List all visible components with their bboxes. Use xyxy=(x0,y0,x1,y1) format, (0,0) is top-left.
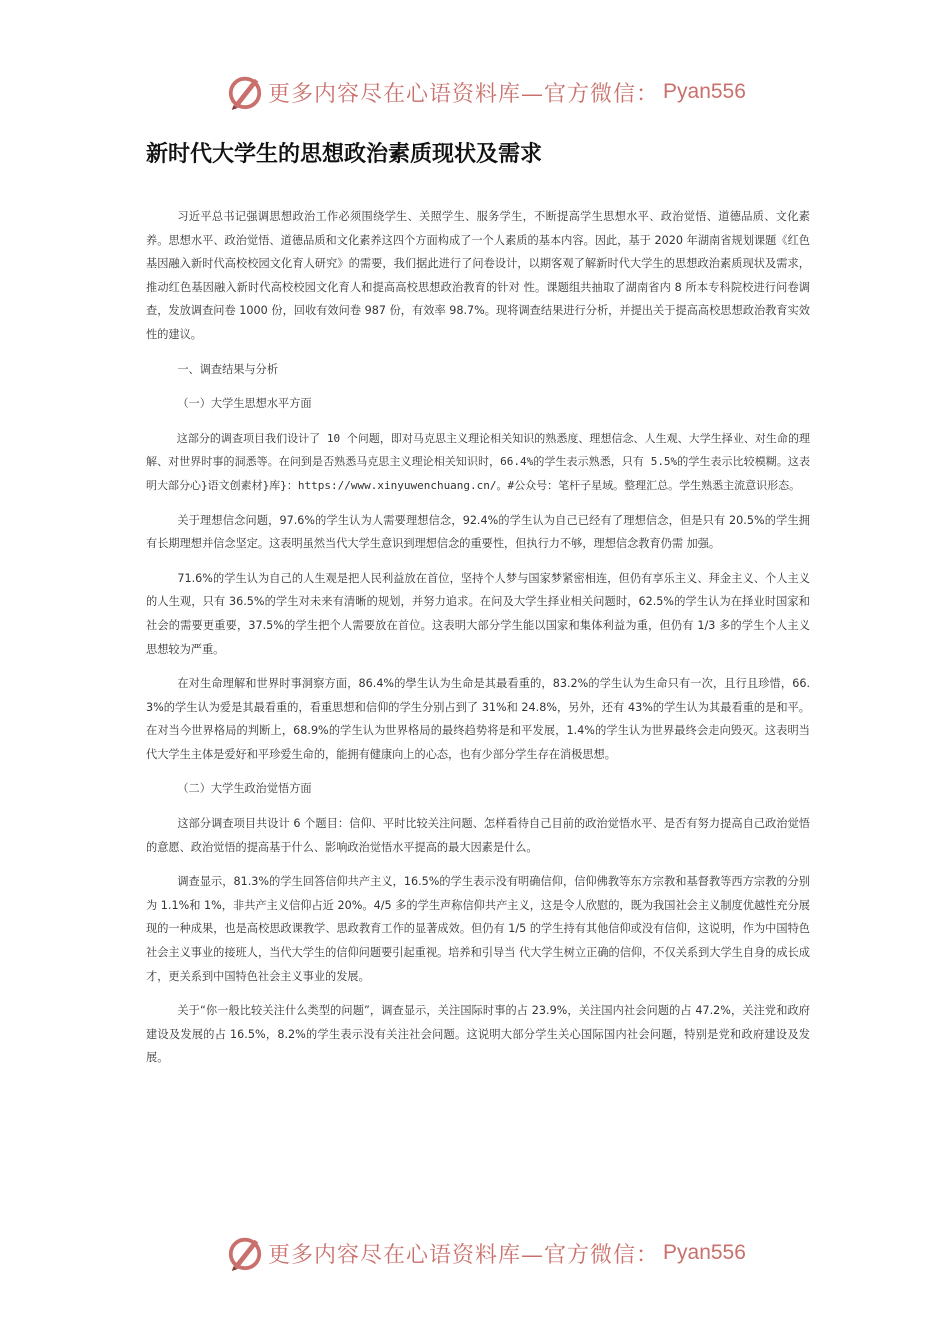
paragraph-politics-items: 这部分调查项目共设计 6 个题目：信仰、平时比较关注问题、怎样看待自己目前的政治觉悟水平、是否有努力提高自己政治觉悟的意愿、政治觉悟的提高基于什么、影响政治觉悟水平提高的最大因素是什么。 xyxy=(146,817,810,854)
section-heading-1: 一、调查结果与分析 xyxy=(177,362,279,376)
paragraph-concerns: 关于“你一般比较关注什么类型的问题”，调查显示，关注国际时事的占 23.9%，关注国内社会问题的占 47.2%，关注党和政府建设及发展的占 16.5%，8.2%的学生表示没有关注社会问题。这说明大部分学生关心国际国内社会问题，特别是党和政府建设及发展。 xyxy=(146,1004,810,1065)
document-body xyxy=(146,205,810,1081)
paragraph-life: 在对生命理解和世界时事洞察方面，86.4%的學生认为生命是其最看重的，83.2%的学生认为生命只有一次，且行且珍惜，66.3%的学生认为爱是其最看重的，看重思想和信仰的学生分别占到了 31%和 24.8%，另外，还有 43%的学生认为其最看重的是和平。在对当今世界格局的判断上，68.9%的学生认为世界格局的最终趋势将是和平发展，1.4%的学生认为世界最终会走向毁灭。这表明当代大学生主体是爱好和平珍爱生命的，能拥有健康向上的心态，也有少部分学生存在消极思想。 xyxy=(146,677,810,761)
pen-logo-icon xyxy=(226,73,264,111)
footer-watermark-banner xyxy=(226,1233,746,1273)
document-title: 新时代大学生的思想政治素质现状及需求 xyxy=(146,142,543,167)
subsection-heading-1: （一）大学生思想水平方面 xyxy=(177,397,312,411)
subsection-heading-2: （二）大学生政治觉悟方面 xyxy=(177,782,312,796)
paragraph-marxism: 这部分的调查项目我们设计了 10 个问题，即对马克思主义理论相关知识的熟悉度、理想信念、人生观、大学生择业、对生命的理解、对世界时事的洞悉等。在问到是否熟悉马克思主义理论相关知识时，66.4%的学生表示熟悉，只有 5.5%的学生表示比较模糊。这表明大部分心}语文创素材}库}：https://www.xinyuwenchuang.cn/。#公众号：笔杆子星域。整理汇总。学生熟悉主流意识形态。 xyxy=(146,431,810,492)
banner-wechat-id: Pyan556 xyxy=(663,80,746,103)
banner-text: 更多内容尽在心语资料库—官方微信： xyxy=(268,1242,660,1268)
paragraph-belief: 调查显示，81.3%的学生回答信仰共产主义，16.5%的学生表示没有明确信仰，信仰佛教等东方宗教和基督教等西方宗教的分别为 1.1%和 1%，非共产主义信仰占近 20%。4/5 多的学生声称信仰共产主义，这是令人欣慰的，既为我国社会主义制度优越性充分展现的一种成果，也是高校思政课教学、思政教育工作的显著成效。但仍有 1/5 的学生持有其他信仰或没有信仰，这说明，作为中国特色社会主义事业的接班人，当代大学生的信仰问题要引起重视。培养和引导当 代大学生树立正确的信仰，不仅关系到大学生自身的成长成才，更关系到中国特色社会主义事业的发展。 xyxy=(146,875,810,983)
banner-wechat-id: Pyan556 xyxy=(663,1241,746,1264)
pen-logo-icon xyxy=(226,1234,264,1272)
banner-text: 更多内容尽在心语资料库—官方微信： xyxy=(268,81,660,107)
paragraph-ideals: 关于理想信念问题，97.6%的学生认为人需要理想信念，92.4%的学生认为自己已经有了理想信念，但是只有 20.5%的学生拥有长期理想并信念坚定。这表明虽然当代大学生意识到理想信念的重要性，但执行力不够，理想信念教育仍需 加强。 xyxy=(146,513,810,551)
paragraph-outlook: 71.6%的学生认为自己的人生观是把人民利益放在首位，坚持个人梦与国家梦紧密相连，但仍有享乐主义、拜金主义、个人主义的人生观，只有 36.5%的学生对未来有清晰的规划，并努力追求。在问及大学生择业相关问题时，62.5%的学生认为在择业时国家和社会的需要更重要，37.5%的学生把个人需要放在首位。这表明大部分学生能以国家和集体利益为重，但仍有 1/3 多的学生个人主义思想较为严重。 xyxy=(146,571,810,656)
header-watermark-banner xyxy=(226,72,746,112)
paragraph-intro: 习近平总书记强调思想政治工作必须围绕学生、关照学生、服务学生，不断提高学生思想水平、政治觉悟、道德品质、文化素养。思想水平、政治觉悟、道德品质和文化素养这四个方面构成了一个人素质的基本内容。因此，基于 2020 年湖南省规划课题《红色基因融入新时代高校校园文化育人研究》的需要，我们据此进行了问卷设计，以期客观了解新时代大学生的思想政治素质现状及需求，推动红色基因融入新时代高校校园文化育人和提高高校思想政治教育的针对 性。课题组共抽取了湖南省内 8 所本专科院校进行问卷调查，发放调查问卷 1000 份，回收有效问卷 987 份，有效率 98.7%。现将调查结果进行分析，并提出关于提高高校思想政治教育实效性的建议。 xyxy=(146,210,810,341)
